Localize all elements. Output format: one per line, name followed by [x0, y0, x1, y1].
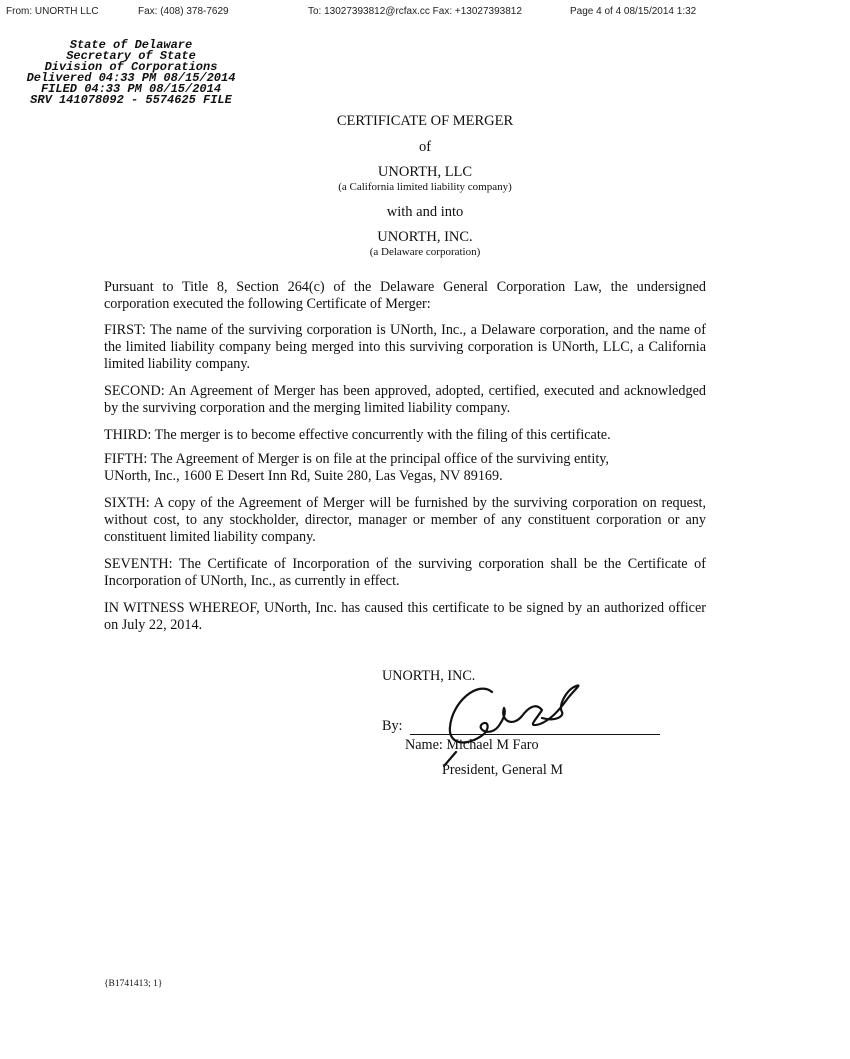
sixth-paragraph: SIXTH: A copy of the Agreement of Merger will be furnished by the surviving corporation on request, without cost, to any stockholder, director, manager or member of any constituent corporation or any constituent limited liability company.: [104, 495, 706, 545]
merging-entity-description: (a California limited liability company): [338, 181, 512, 193]
signature-company: UNORTH, INC.: [382, 668, 476, 684]
third-paragraph: THIRD: The merger is to become effective concurrently with the filing of this certificate.: [104, 427, 611, 443]
witness-paragraph: IN WITNESS WHEREOF, UNorth, Inc. has caused this certificate to be signed by an authorized officer on July 22, 2014.: [104, 600, 706, 633]
signer-name: Name: Michael M Faro: [405, 737, 539, 753]
fax-to: To: 13027393812@rcfax.cc Fax: +13027393812: [308, 6, 522, 17]
intro-paragraph: Pursuant to Title 8, Section 264(c) of the Delaware General Corporation Law, the undersigned corporation executed the following Certificate of Merger:: [104, 279, 706, 312]
document-id: {B1741413; 1}: [104, 979, 163, 989]
title-with-and-into: with and into: [386, 204, 464, 220]
stamp-line: Secretary of State: [66, 49, 196, 63]
fax-from: From: UNORTH LLC: [6, 6, 99, 17]
fifth-paragraph-line1: FIFTH: The Agreement of Merger is on file at the principal office of the surviving entity,: [104, 451, 609, 467]
stamp-line: Division of Corporations: [44, 60, 218, 74]
stamp-line: SRV 141078092 - 5574625 FILE: [30, 93, 232, 107]
stamp-line: State of Delaware: [69, 38, 193, 52]
stamp-line: FILED 04:33 PM 08/15/2014: [40, 82, 222, 96]
surviving-entity-name: UNORTH, INC.: [377, 229, 473, 245]
merging-entity-name: UNORTH, LLC: [377, 164, 473, 180]
surviving-entity-description: (a Delaware corporation): [369, 246, 481, 258]
first-paragraph: FIRST: The name of the surviving corporation is UNorth, Inc., a Delaware corporation, and the name of the limited liability company being merged into this surviving corporation is UNorth, LLC, a California limited liability company.: [104, 322, 706, 372]
title-of: of: [418, 139, 432, 155]
document-title: CERTIFICATE OF MERGER: [336, 113, 514, 129]
stamp-line: Delivered 04:33 PM 08/15/2014: [26, 71, 236, 85]
fifth-paragraph-line2: UNorth, Inc., 1600 E Desert Inn Rd, Suite 280, Las Vegas, NV 89169.: [104, 468, 503, 484]
signature-by-label: By:: [382, 718, 403, 734]
second-paragraph: SECOND: An Agreement of Merger has been approved, adopted, certified, executed and acknowledged by the surviving corporation and the merging limited liability company.: [104, 383, 706, 416]
seventh-paragraph: SEVENTH: The Certificate of Incorporation of the surviving corporation shall be the Certificate of Incorporation of UNorth, Inc., as currently in effect.: [104, 556, 706, 589]
fax-page: Page 4 of 4 08/15/2014 1:32: [570, 6, 697, 17]
fax-number: Fax: (408) 378-7629: [138, 6, 229, 17]
signer-title: President, General M: [442, 762, 563, 778]
